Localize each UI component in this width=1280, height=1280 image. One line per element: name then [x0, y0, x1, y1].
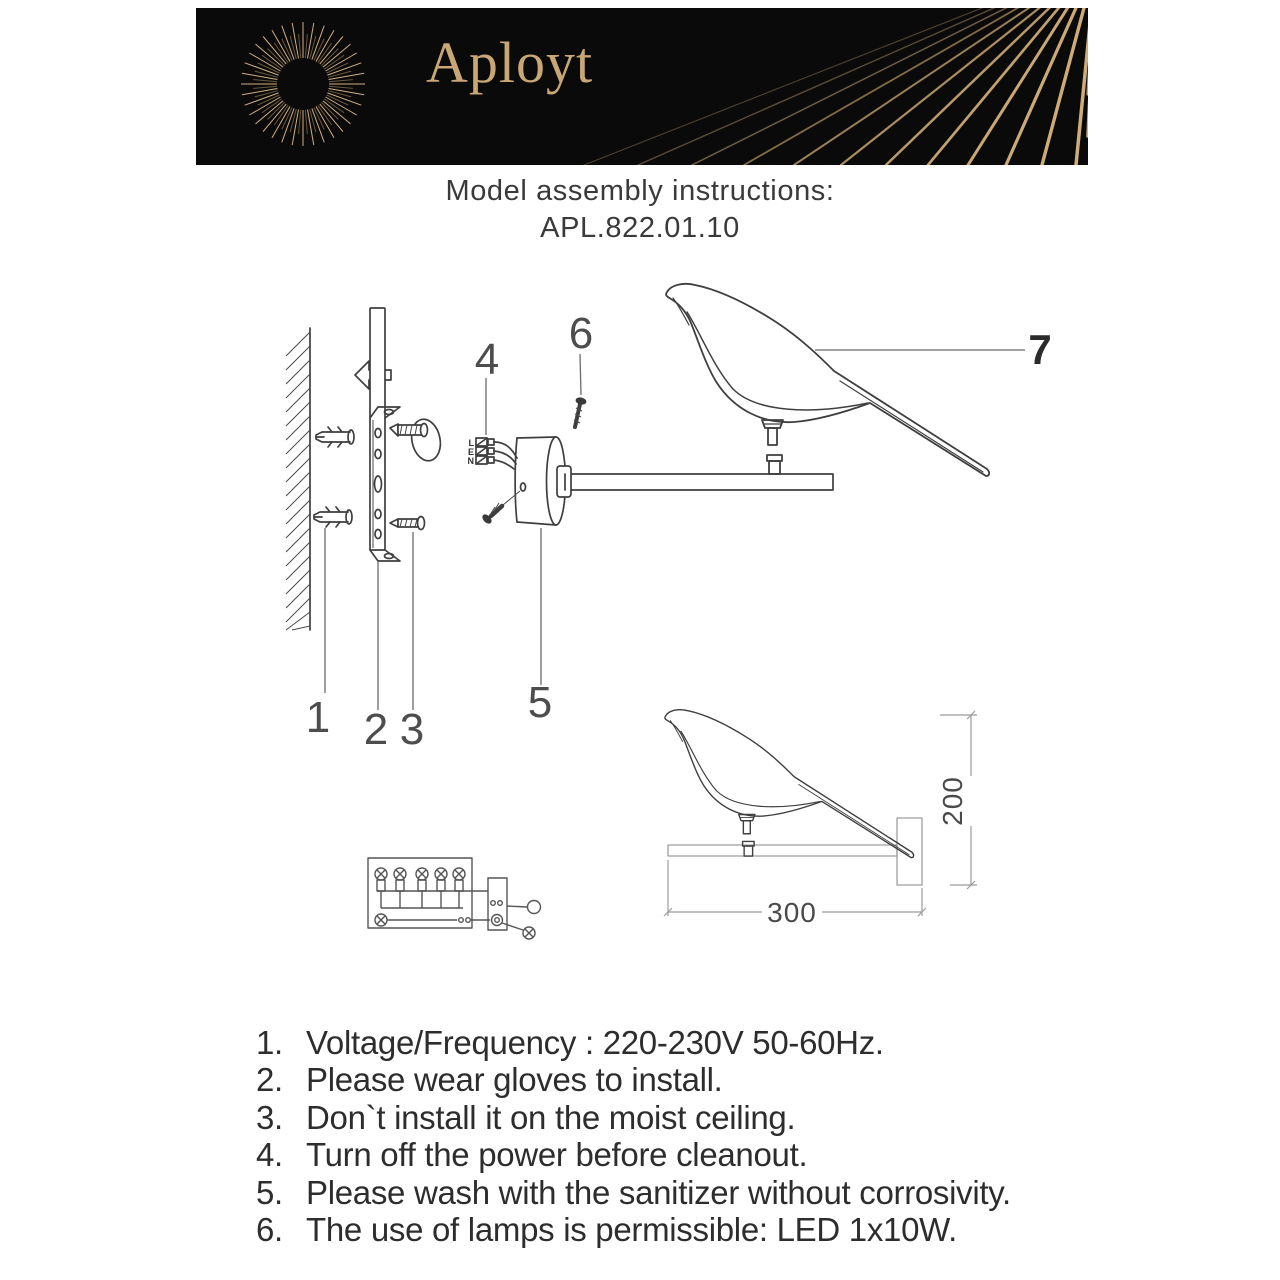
callout-2: 2: [363, 705, 389, 754]
callout-7: 7: [1028, 326, 1052, 373]
instruction-item-4: [256, 1136, 1011, 1173]
bird-lamp: [666, 284, 989, 476]
callout-6: 6: [568, 309, 594, 358]
instruction-item-3: [256, 1099, 1011, 1136]
instructions-list: [256, 1024, 1011, 1248]
instruction-text: Turn off the power before cleanout.: [306, 1136, 808, 1174]
lamp-arm-bar: [565, 474, 833, 490]
fixing-screw-6: [574, 396, 587, 427]
callout-5: 5: [527, 678, 553, 727]
instruction-item-6: [256, 1211, 1011, 1248]
instruction-text: Please wash with the sanitizer without corrosivity.: [306, 1173, 1011, 1211]
page-title: Model assembly instructions:: [445, 175, 835, 207]
assembly-diagram: [250, 270, 1100, 970]
fan-lines-icon: [584, 8, 1088, 165]
terminal-block: [468, 438, 518, 469]
terminal-screws: [375, 868, 465, 891]
title-block: [0, 173, 1280, 247]
canopy-hub: [557, 466, 571, 497]
callout-3: 3: [399, 705, 425, 754]
canopy-screw: [481, 503, 502, 525]
wiring-diagram: [368, 858, 541, 939]
wall-dowel-top: [316, 427, 354, 447]
wall-hatching: [286, 328, 310, 630]
starburst-logo-icon: [241, 22, 365, 146]
model-number: APL.822.01.10: [540, 212, 740, 244]
wall-dowel-bottom: [314, 507, 352, 527]
banner-decor: [196, 8, 1088, 165]
dimension-lines: [664, 711, 977, 916]
instruction-item-2: [256, 1061, 1011, 1098]
instruction-number: 6.: [256, 1210, 283, 1248]
mounting-bracket: [370, 308, 400, 658]
dimension-height-label: 200: [937, 776, 968, 826]
instruction-item-1: [256, 1024, 1011, 1061]
wires: [494, 442, 517, 469]
instruction-number: 4.: [256, 1136, 283, 1174]
instruction-number: 5.: [256, 1173, 283, 1211]
instruction-text: Please wear gloves to install.: [306, 1061, 723, 1099]
callout-1: 1: [305, 693, 331, 742]
instruction-text: The use of lamps is permissible: LED 1x10W.: [306, 1210, 958, 1248]
instruction-number: 2.: [256, 1061, 283, 1099]
terminal-label-n: N: [467, 456, 474, 466]
terminal-label-e: E: [467, 447, 474, 457]
dimension-width-label: 300: [767, 897, 817, 928]
callout-4: 4: [474, 335, 500, 384]
mounting-screw: [390, 517, 425, 530]
lamp-symbol: [528, 901, 541, 914]
instruction-item-5: [256, 1174, 1011, 1211]
instruction-number: 3.: [256, 1098, 283, 1136]
terminal-label-l: L: [468, 438, 474, 448]
dimension-view: [664, 710, 977, 928]
instruction-text: Voltage/Frequency : 220-230V 50-60Hz.: [306, 1024, 884, 1061]
callout-leaders: [325, 350, 1025, 710]
instruction-number: 1.: [256, 1024, 283, 1061]
brand-banner: [196, 8, 1088, 165]
instruction-text: Don`t install it on the moist ceiling.: [306, 1098, 796, 1136]
brand-name: Aployt: [426, 30, 594, 95]
screw-with-ring: [390, 417, 444, 464]
